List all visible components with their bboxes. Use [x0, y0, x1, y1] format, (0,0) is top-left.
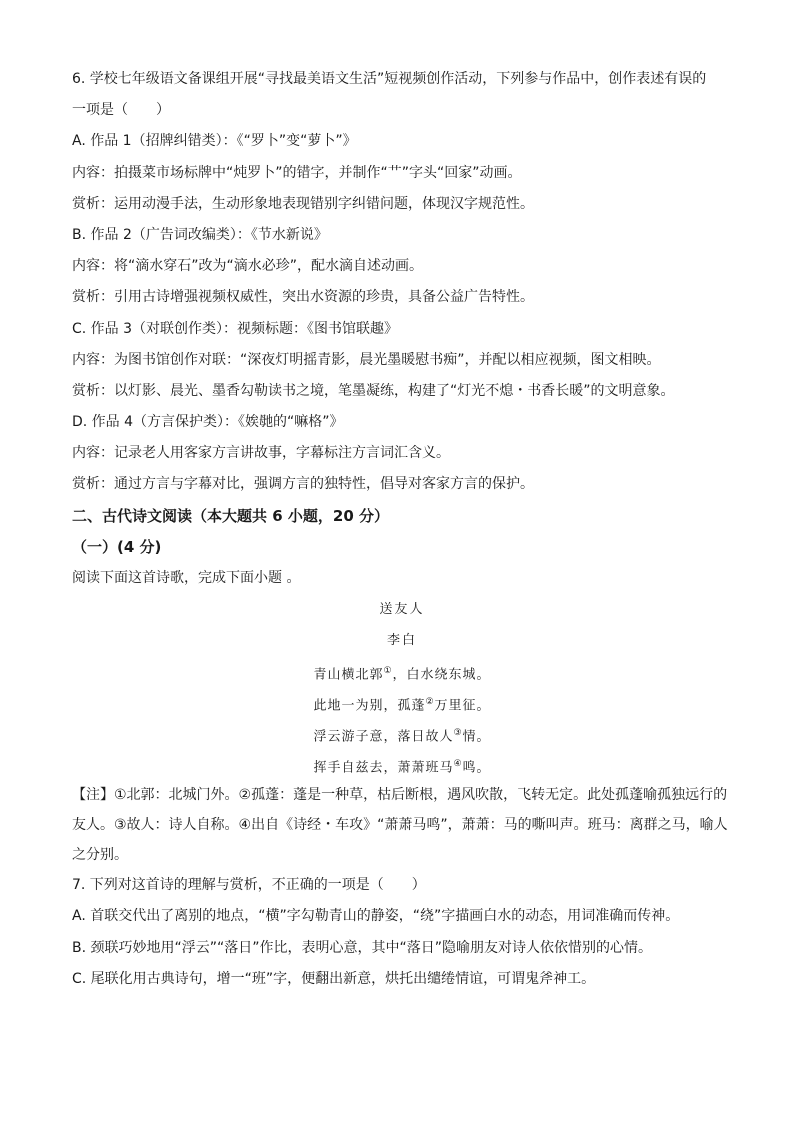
q6-option-c-comment: 赏析：以灯影、晨光、墨香勾勒读书之境，笔墨凝练，构建了“灯光不熄・书香长暖”的文明意象。	[72, 382, 675, 399]
q7-option-b: B. 颈联巧妙地用“浮云”“落日”作比，表明心意，其中“落日”隐喻朋友对诗人依依惜别的心情。	[72, 939, 653, 956]
poem-line: 挥手自兹去，萧萧班马④鸣。	[313, 759, 491, 776]
q6-option-a-content: 内容：拍摄菜市场标牌中“炖罗卜”的错字，并制作“艹”字头“回家”动画。	[72, 164, 522, 181]
poem-annotation: 【注】①北郭：北城门外。②孤蓬：蓬是一种草，枯后断根，遇风吹散，飞转无定。此处孤蓬喻孤独远行的友人。③故人：诗人自称。④出自《诗经・车攻》“萧萧马鸣”，萧萧：马的嘶叫声。班马：离群之马，喻人之分别。	[72, 787, 728, 864]
poem-line: 此地一为别，孤蓬②万里征。	[313, 697, 491, 714]
q6-option-d-comment: 赏析：通过方言与字幕对比，强调方言的独特性，倡导对客家方言的保护。	[72, 476, 534, 493]
q6-option-a-comment: 赏析：运用动漫手法，生动形象地表现错别字纠错问题，体现汉字规范性。	[72, 195, 534, 212]
reading-instruction: 阅读下面这首诗歌，完成下面小题 。	[72, 570, 301, 586]
footnote-marker: ③	[453, 728, 463, 739]
q6-stem-line2: 一项是（ ）	[72, 102, 170, 119]
q6-option-c-content: 内容：为图书馆创作对联：“深夜灯明摇青影，晨光墨暖慰书痴”，并配以相应视频，图文相映。	[72, 351, 661, 368]
subsection-heading: （一）(4 分)	[72, 537, 162, 556]
poem-author: 李白	[386, 633, 417, 649]
q7-option-c: C. 尾联化用古典诗句，增一“班”字，便翻出新意，烘托出缱绻情谊，可谓鬼斧神工。	[72, 970, 596, 987]
footnote-marker: ④	[453, 759, 463, 770]
q6-option-a-title: A. 作品 1（招牌纠错类）：《“罗卜”变“萝卜”》	[72, 133, 357, 150]
footnote-marker: ②	[425, 697, 435, 708]
q6-option-c-title: C. 作品 3（对联创作类）：视频标题：《图书馆联趣》	[72, 320, 399, 337]
poem-title: 送友人	[379, 602, 425, 618]
section-heading: 二、古代诗文阅读（本大题共 6 小题，20 分）	[72, 506, 389, 525]
q6-option-b-comment: 赏析：引用古诗增强视频权威性，突出水资源的珍贵，具备公益广告特性。	[72, 289, 534, 306]
q6-option-d-title: D. 作品 4（方言保护类）：《娭毑的“嘛格”》	[72, 414, 344, 431]
q6-option-b-title: B. 作品 2（广告词改编类）：《节水新说》	[72, 226, 328, 243]
q6-stem-line1: 6. 学校七年级语文备课组开展“寻找最美语文生活”短视频创作活动，下列参与作品中，创作表述有误的	[72, 71, 707, 87]
q7-option-a: A. 首联交代出了离别的地点，“横”字勾勒青山的静姿，“绕”字描画白水的动态，用词准确而传神。	[72, 908, 680, 925]
poem-line: 浮云游子意，落日故人③情。	[313, 728, 491, 745]
q6-option-b-content: 内容：将“滴水穿石”改为“滴水必珍”，配水滴自述动画。	[72, 258, 424, 275]
document-page	[72, 64, 732, 995]
poem-line: 青山横北郭①，白水绕东城。	[313, 666, 491, 683]
q7-stem: 7. 下列对这首诗的理解与赏析，不正确的一项是（ ）	[72, 877, 426, 894]
footnote-marker: ①	[383, 666, 393, 677]
q6-option-d-content: 内容：记录老人用客家方言讲故事，字幕标注方言词汇含义。	[72, 445, 450, 462]
